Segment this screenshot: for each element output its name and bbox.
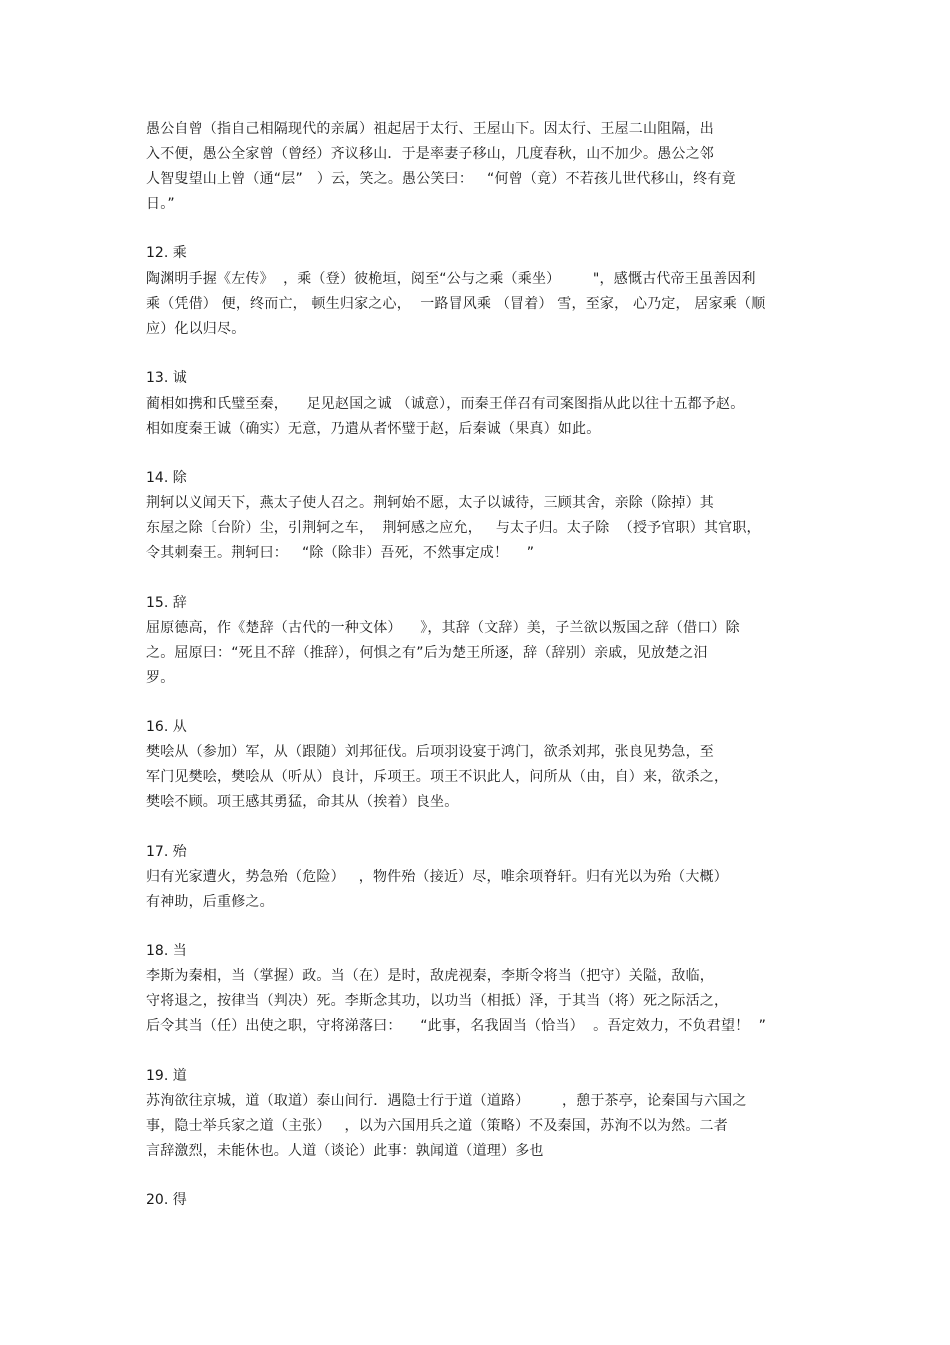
section-line: 樊哙从（参加）军，从（跟随）刘邦征伐。后项羽设宴于鸿门，欲杀刘邦，张良见势急，至 (146, 744, 714, 760)
section-line: 军门见樊哙，樊哙从（听从）良计，斥项王。项王不识此人，问所从（由，自）来，欲杀之， (146, 769, 729, 785)
intro-line: 入不便，愚公全家曾（曾经）齐议移山．于是率妻子移山，几度春秋，山不加少。愚公之邻 (146, 146, 714, 162)
section-line: 李斯为秦相，当（掌握）政。当（在）是时，敌虎视秦，李斯令将当（把守）关隘，敌临， (146, 968, 714, 984)
section-line: 乘（凭借） 便，终而亡， 顿生归家之心， 一路冒风乘 （冒着） 雪，至家， 心乃定， 居家乘（顺 (146, 296, 766, 312)
section-line: 归有光家遭火，势急殆（危险） ，物件殆（接近）尽，唯余项脊轩。归有光以为殆（大概） (146, 869, 728, 885)
intro-line: 人智叟望山上曾（通“层” ）云，笑之。愚公笑曰： “何曾（竟）不若孩儿世代移山，终有竟 (146, 171, 736, 187)
section-line: 荆轲以义闻天下，燕太子使人召之。荆轲始不愿，太子以诚待，三顾其舍，亲除（除掉）其 (146, 495, 714, 511)
intro-line: 日。” (146, 196, 175, 212)
section-heading: 15. 辞 (146, 595, 187, 611)
section-line: 言辞激烈，未能休也。人道（谈论）此事：孰闻道（道理）多也 (146, 1143, 544, 1159)
section-heading: 19. 道 (146, 1068, 187, 1084)
section-heading: 13. 诚 (146, 370, 187, 386)
section-heading: 16. 从 (146, 719, 187, 735)
section-line: 蔺相如携和氏璧至秦， 足见赵国之诚 （诚意），而秦王佯召有司案图指从此以往十五都予赵。 (146, 396, 745, 412)
section-line: 有神助，后重修之。 (146, 894, 274, 910)
section-line: 守将退之，按律当（判决）死。李斯念其功，以功当（相抵）泽，于其当（将）死之际活之， (146, 993, 729, 1009)
section-heading: 12. 乘 (146, 245, 187, 261)
section-heading: 14. 除 (146, 470, 187, 486)
section-line: 令其刺秦王。荆轲曰： “除（除非）吾死，不然事定成！ ” (146, 545, 535, 561)
section-heading: 17. 殆 (146, 844, 187, 860)
section-heading: 20. 得 (146, 1192, 187, 1208)
section-line: 相如度秦王诚（确实）无意，乃遣从者怀璧于赵，后秦诚（果真）如此。 (146, 421, 601, 437)
section-line: 之。屈原曰：“死且不辞（推辞），何惧之有”后为楚王所逐，辞（辞别）亲戚，见放楚之汨 (146, 645, 708, 661)
section-line: 樊哙不顾。项王感其勇猛，命其从（挨着）良坐。 (146, 794, 459, 810)
section-line: 屈原德高，作《楚辞（古代的一种文体） 》，其辞（文辞）美，子兰欲以叛国之辞（借口）除 (146, 620, 740, 636)
intro-line: 愚公自曾（指自己相隔现代的亲属）祖起居于太行、王屋山下。因太行、王屋二山阻隔，出 (146, 121, 714, 137)
section-heading: 18. 当 (146, 943, 187, 959)
section-line: 陶渊明手握《左传》 ，乘（登）彼桅垣，阅至“公与之乘（乘坐） "，感慨古代帝王虽善因利 (146, 271, 756, 287)
section-line: 苏洵欲往京城，道（取道）泰山间行．遇隐士行于道（道路） ，憩于茶亭，论秦国与六国之 (146, 1093, 747, 1109)
section-line: 事，隐士举兵家之道（主张） ，以为六国用兵之道（策略）不及秦国，苏洵不以为然。二者 (146, 1118, 728, 1134)
section-line: 应）化以归尽。 (146, 321, 246, 337)
section-line: 东屋之除〔台阶）尘，引荆轲之车， 荆轲感之应允， 与太子归。太子除 （授予官职）其官职， (146, 520, 761, 536)
section-line: 罗。 (146, 670, 175, 686)
section-line: 后令其当（任）出使之职，守将涕落曰： “此事，名我固当（恰当） 。吾定效力，不负君望！ ” (146, 1018, 767, 1034)
